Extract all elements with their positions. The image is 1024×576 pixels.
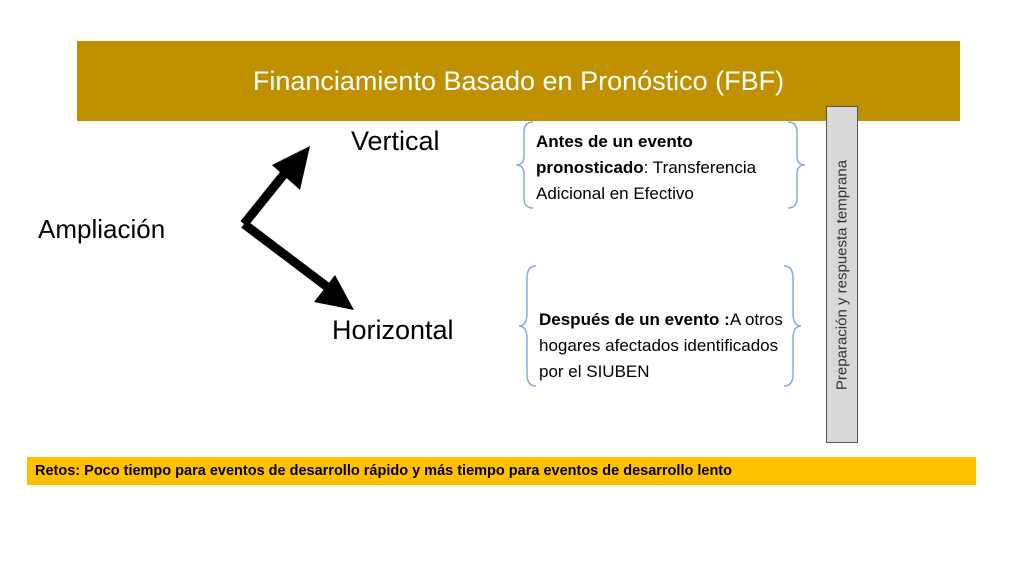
arrow-down-icon	[244, 224, 354, 310]
left-brace-icon	[519, 266, 536, 386]
side-label: Preparación y respuesta temprana	[833, 159, 851, 390]
left-brace-icon	[516, 122, 533, 208]
arrow-up-icon	[244, 146, 310, 224]
antes-text: : Transferencia Adicional en Efectivo	[536, 158, 757, 203]
ampliacion-label: Ampliación	[38, 214, 166, 244]
despues-box	[539, 307, 789, 385]
antes-box	[536, 129, 786, 207]
side-panel	[826, 106, 858, 443]
vertical-label: Vertical	[351, 126, 440, 156]
retos-text: Retos: Poco tiempo para eventos de desarrollo rápido y más tiempo para eventos de desarrollo lento	[35, 463, 732, 479]
despues-text: A otros hogares afectados identificados por el SIUBEN	[539, 310, 783, 381]
despues-bold-text: Después de un evento :	[539, 310, 730, 329]
antes-bold-text: Antes de un evento pronosticado	[536, 132, 693, 177]
page-title: Financiamiento Basado en Pronóstico (FBF)	[252, 65, 785, 96]
horizontal-label: Horizontal	[332, 315, 454, 345]
retos-bar	[27, 457, 976, 485]
right-brace-icon	[788, 122, 805, 208]
